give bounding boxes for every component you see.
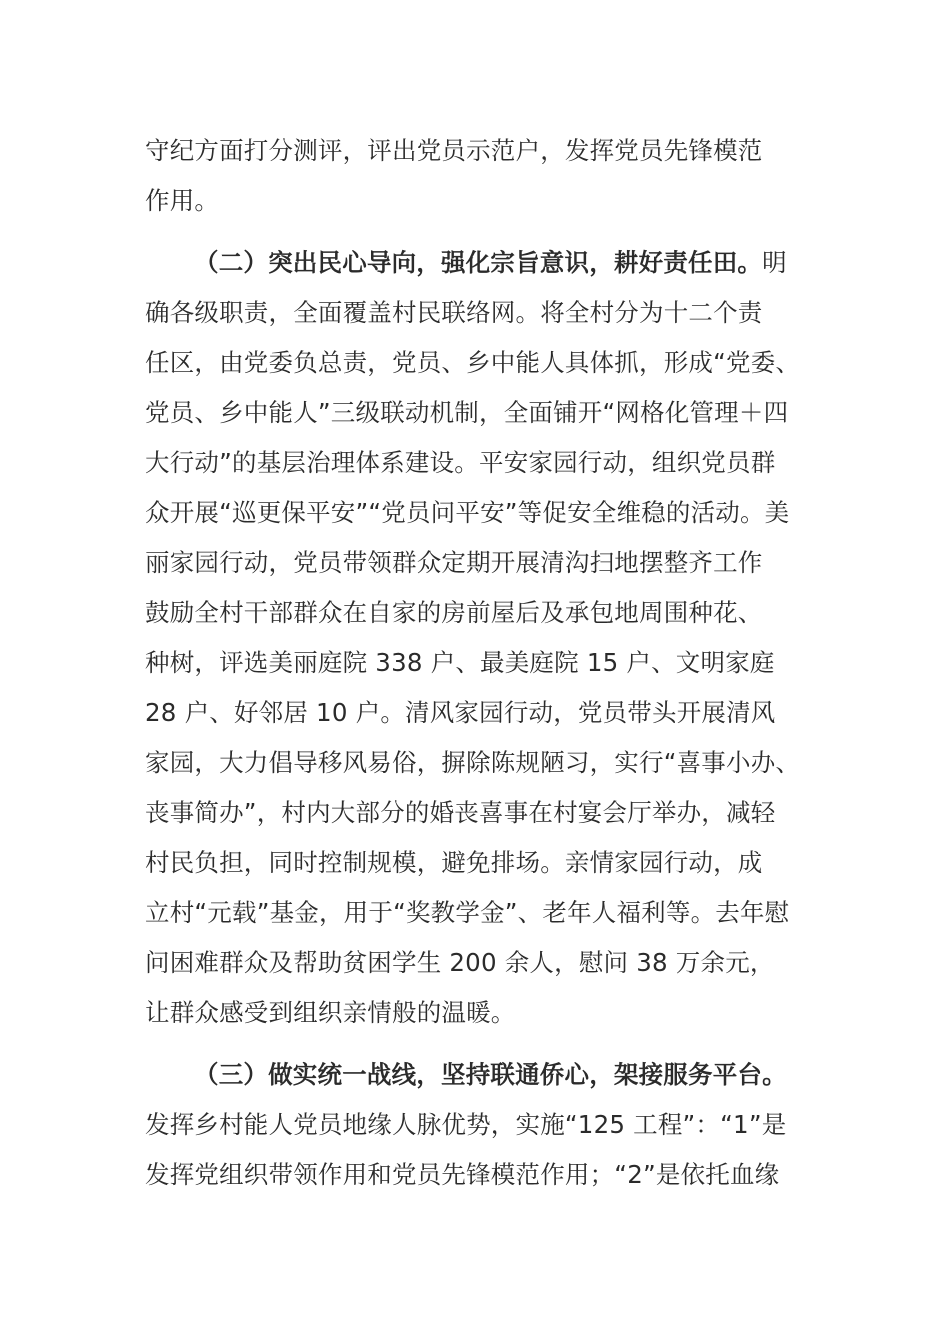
line-text: 党员、乡中能人”三级联动机制，全面铺开“网格化管理＋四	[145, 398, 789, 427]
text-line	[145, 588, 835, 638]
line-text: 发挥党组织带领作用和党员先锋模范作用；“2”是依托血缘	[145, 1160, 780, 1189]
text-line	[145, 788, 835, 838]
text-line	[145, 988, 835, 1038]
text-line	[145, 238, 835, 288]
line-text: 发挥乡村能人党员地缘人脉优势，实施“125 工程”：“1”是	[145, 1110, 787, 1139]
line-text: 丽家园行动，党员带领群众定期开展清沟扫地摆整齐工作	[145, 548, 763, 577]
line-text: 让群众感受到组织亲情般的温暖。	[145, 998, 516, 1027]
line-text: 立村“元载”基金，用于“奖教学金”、老年人福利等。去年慰	[145, 898, 790, 927]
text-line	[145, 1100, 835, 1150]
text-line	[145, 688, 835, 738]
line-text: 28 户、好邻居 10 户。清风家园行动，党员带头开展清风	[145, 698, 776, 727]
line-text: 守纪方面打分测评，评出党员示范户，发挥党员先锋模范	[145, 136, 763, 165]
text-line	[145, 738, 835, 788]
document-page	[145, 126, 835, 1212]
text-line	[145, 538, 835, 588]
text-line	[145, 1150, 835, 1200]
line-text: 众开展“巡更保平安”“党员问平安”等促安全维稳的活动。美	[145, 498, 790, 527]
text-line	[145, 438, 835, 488]
line-text: 丧事简办”，村内大部分的婚丧喜事在村宴会厅举办，减轻	[145, 798, 776, 827]
text-line	[145, 388, 835, 438]
paragraph-1	[145, 126, 835, 226]
line-text: 问困难群众及帮助贫困学生 200 余人，慰问 38 万余元，	[145, 948, 775, 977]
text-line	[145, 176, 835, 226]
line-text: 鼓励全村干部群众在自家的房前屋后及承包地周围种花、	[145, 598, 763, 627]
text-line	[145, 288, 835, 338]
line-text: 确各级职责，全面覆盖村民联络网。将全村分为十二个责	[145, 298, 763, 327]
line-text: 明	[762, 248, 787, 277]
paragraph-3	[145, 1050, 835, 1200]
text-line	[145, 338, 835, 388]
text-line	[145, 488, 835, 538]
line-text: 村民负担，同时控制规模，避免排场。亲情家园行动，成	[145, 848, 763, 877]
text-line	[145, 638, 835, 688]
text-line	[145, 938, 835, 988]
text-line	[145, 838, 835, 888]
text-line	[145, 1050, 835, 1100]
line-text: 任区，由党委负总责，党员、乡中能人具体抓，形成“党委、	[145, 348, 801, 377]
line-text: 大行动”的基层治理体系建设。平安家园行动，组织党员群	[145, 448, 776, 477]
section-heading: （二）突出民心导向，强化宗旨意识，耕好责任田。	[194, 248, 763, 277]
paragraph-2	[145, 238, 835, 1038]
line-text: 种树，评选美丽庭院 338 户、最美庭院 15 户、文明家庭	[145, 648, 775, 677]
section-heading: （三）做实统一战线，坚持联通侨心，架接服务平台。	[194, 1060, 787, 1089]
line-text: 家园，大力倡导移风易俗，摒除陈规陋习，实行“喜事小办、	[145, 748, 801, 777]
text-line	[145, 126, 835, 176]
line-text: 作用。	[145, 186, 220, 215]
text-line	[145, 888, 835, 938]
